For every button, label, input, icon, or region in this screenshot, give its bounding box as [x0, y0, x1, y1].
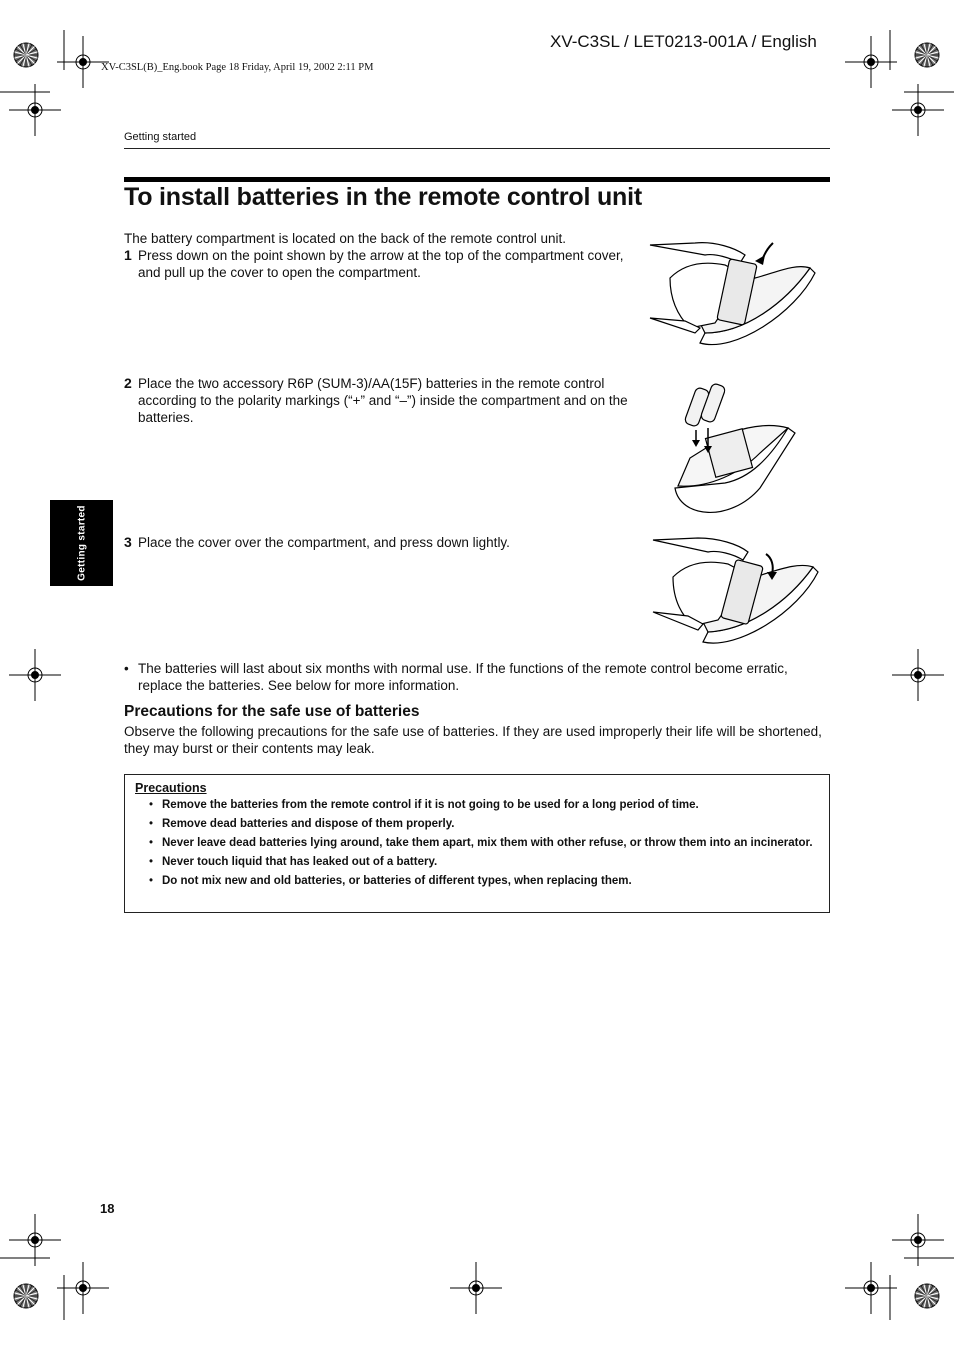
note-text: The batteries will last about six months with normal use. If the functions of the remote control become erratic, replace the batteries. See below for more information. — [138, 661, 788, 693]
step-number: 3 — [124, 534, 132, 550]
list-item — [149, 797, 817, 813]
illustration-open-cover — [645, 233, 825, 358]
crosshair-dot — [32, 1237, 39, 1244]
title-rule — [124, 177, 830, 182]
list-item-text: Never touch liquid that has leaked out of a battery. — [162, 856, 438, 868]
bullet: • — [149, 856, 154, 868]
list-item-text: Never leave dead batteries lying around, take them apart, mix them with other refuse, or throw them into an incinerator. — [162, 837, 813, 849]
crosshair-dot — [473, 1285, 480, 1292]
precautions-heading: Precautions for the safe use of batteries — [124, 703, 420, 720]
crosshair-dot — [80, 1285, 87, 1292]
list-item-text: Do not mix new and old batteries, or batteries of different types, when replacing them. — [162, 875, 632, 887]
book-info-line: XV-C3SL(B)_Eng.book Page 18 Friday, April 19, 2002 2:11 PM — [101, 62, 374, 73]
bullet: • — [149, 818, 154, 830]
list-item — [149, 873, 817, 889]
crosshair-dot — [915, 672, 922, 679]
bullet: • — [149, 875, 154, 887]
crosshair-dot — [32, 672, 39, 679]
header-rule — [124, 148, 830, 149]
precautions-intro: Observe the following precautions for the safe use of batteries. If they are used improperly their life will be shortened, they may burst or their contents may leak. — [124, 724, 822, 756]
battery-life-note — [124, 660, 814, 694]
page-title: To install batteries in the remote control unit — [124, 183, 642, 211]
crosshair-dot — [868, 59, 875, 66]
precautions-list — [149, 797, 817, 892]
section-label: Getting started — [124, 131, 197, 143]
bullet: • — [149, 837, 154, 849]
step-2 — [124, 375, 644, 426]
side-tab — [50, 500, 113, 586]
step-1 — [124, 247, 644, 281]
step-3 — [124, 534, 644, 551]
step-text: Place the cover over the compartment, and press down lightly. — [138, 535, 510, 550]
crosshair-dot — [80, 59, 87, 66]
side-tab-label: Getting started — [76, 505, 87, 581]
list-item — [149, 835, 817, 851]
list-item-text: Remove the batteries from the remote control if it is not going to be used for a long period of time. — [162, 799, 699, 811]
list-item-text: Remove dead batteries and dispose of them properly. — [162, 818, 455, 830]
illustration-insert-batteries — [670, 378, 800, 523]
step-number: 2 — [124, 375, 132, 391]
crosshair-dot — [32, 107, 39, 114]
crosshair-dot — [915, 107, 922, 114]
precautions-box-title: Precautions — [135, 781, 207, 795]
bullet: • — [149, 799, 154, 811]
step-text: Place the two accessory R6P (SUM-3)/AA(15F) batteries in the remote control according to the polarity markings (“+” and “–”) inside the compartment and on the batteries. — [138, 376, 628, 425]
step-text: Press down on the point shown by the arrow at the top of the compartment cover, and pull up the cover to open the compartment. — [138, 248, 624, 280]
list-item — [149, 816, 817, 832]
intro-text: The battery compartment is located on the back of the remote control unit. — [124, 231, 566, 246]
precautions-box — [124, 774, 830, 913]
illustration-close-cover — [648, 532, 823, 654]
crosshair-dot — [868, 1285, 875, 1292]
page-number: 18 — [100, 1201, 115, 1216]
print-header: XV-C3SL / LET0213-001A / English — [550, 32, 817, 51]
step-number: 1 — [124, 247, 132, 263]
bullet: • — [124, 661, 129, 676]
crosshair-dot — [915, 1237, 922, 1244]
list-item — [149, 854, 817, 870]
